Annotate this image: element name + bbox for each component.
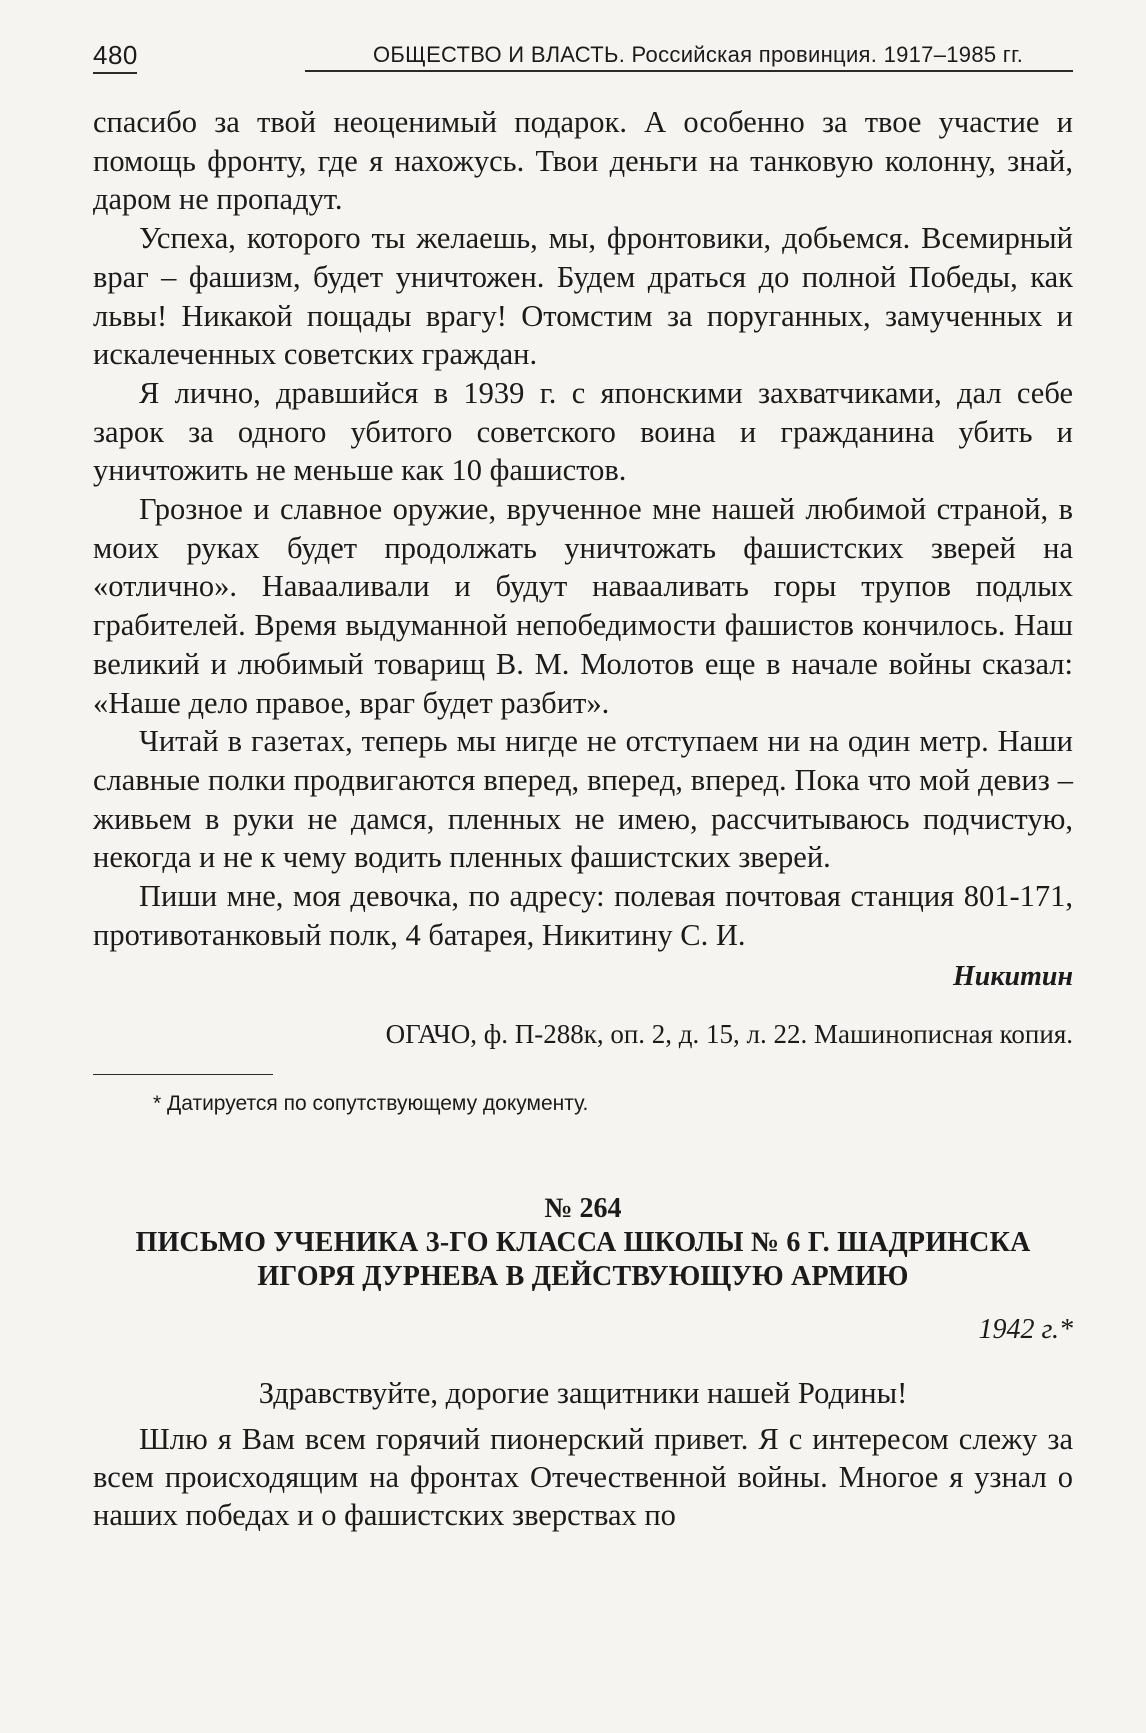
archive-source: ОГАЧО, ф. П-288к, оп. 2, д. 15, л. 22. Машинописная копия. xyxy=(385,1019,1073,1050)
document-paragraph-1: Шлю я Вам всем горячий пионерский привет. Я с интересом слежу за всем происходящим на фронтах Отечественной войны. Многое я узнал о наших победах и о фашистских зверствах по xyxy=(93,1422,1073,1533)
letter-paragraph-3: Я лично, дравшийся в 1939 г. с японскими захватчиками, дал себе зарок за одного убитого советского воина и гражданина убить и уничтожить не меньше как 10 фашистов. xyxy=(93,375,1073,488)
running-header xyxy=(93,36,1073,76)
letter-signature: Никитин xyxy=(952,961,1073,993)
letter-paragraph-1: спасибо за твой неоценимый подарок. А особенно за твое участие и помощь фронту, где я нахожусь. Твои деньги на танковую колонну, знай, даром не пропадут. xyxy=(93,105,1073,217)
letter-paragraph-2: Успеха, которого ты желаешь, мы, фронтовики, добьемся. Всемирный враг – фашизм, будет уничтожен. Будем драться до полной Победы, как львы! Никакой пощады врагу! Отомстим за поруганных, замученных и искалеченных советских граждан. xyxy=(93,221,1073,372)
header-rule xyxy=(305,70,1073,72)
footnote-rule xyxy=(93,1074,273,1075)
running-header-title: ОБЩЕСТВО И ВЛАСТЬ. Российская провинция. 1917–1985 гг. xyxy=(373,42,1024,67)
footnote: * Датируется по сопутствующему документу. xyxy=(153,1092,589,1116)
document-title-line-2: ИГОРЯ ДУРНЕВА В ДЕЙСТВУЮЩУЮ АРМИЮ xyxy=(257,1261,909,1293)
letter-paragraph-6: Пиши мне, моя девочка, по адресу: полевая почтовая станция 801-171, противотанковый полк, 4 батарея, Никитину С. И. xyxy=(93,879,1073,952)
document-date: 1942 г.* xyxy=(978,1314,1073,1346)
letter-paragraph-5: Читай в газетах, теперь мы нигде не отступаем ни на один метр. Наши славные полки продвигаются вперед, вперед, вперед. Пока что мой девиз – живьем в руки не дамся, пленных не имею, рассчитываюсь подчистую, некогда и не к чему водить пленных фашистских зверей. xyxy=(93,724,1073,875)
document-title-line-1: ПИСЬМО УЧЕНИКА 3-ГО КЛАССА ШКОЛЫ № 6 Г. ШАДРИНСКА xyxy=(135,1227,1031,1259)
document-greeting: Здравствуйте, дорогие защитники нашей Родины! xyxy=(258,1376,908,1411)
page-number: 480 xyxy=(93,40,138,70)
page-body xyxy=(93,103,1073,1534)
page-number-underline xyxy=(93,72,137,74)
document-number: № 264 xyxy=(544,1193,622,1225)
letter-paragraph-4: Грозное и славное оружие, врученное мне нашей любимой страной, в моих руках будет продолжать уничтожать фашистских зверей на «отлично». Навааливали и будут навааливать горы трупов подлых грабителей. Время выдуманной непобедимости фашистов кончилось. Наш великий и любимый товарищ В. М. Молотов еще в начале войны сказал: «Наше дело правое, враг будет разбит». xyxy=(93,492,1073,720)
